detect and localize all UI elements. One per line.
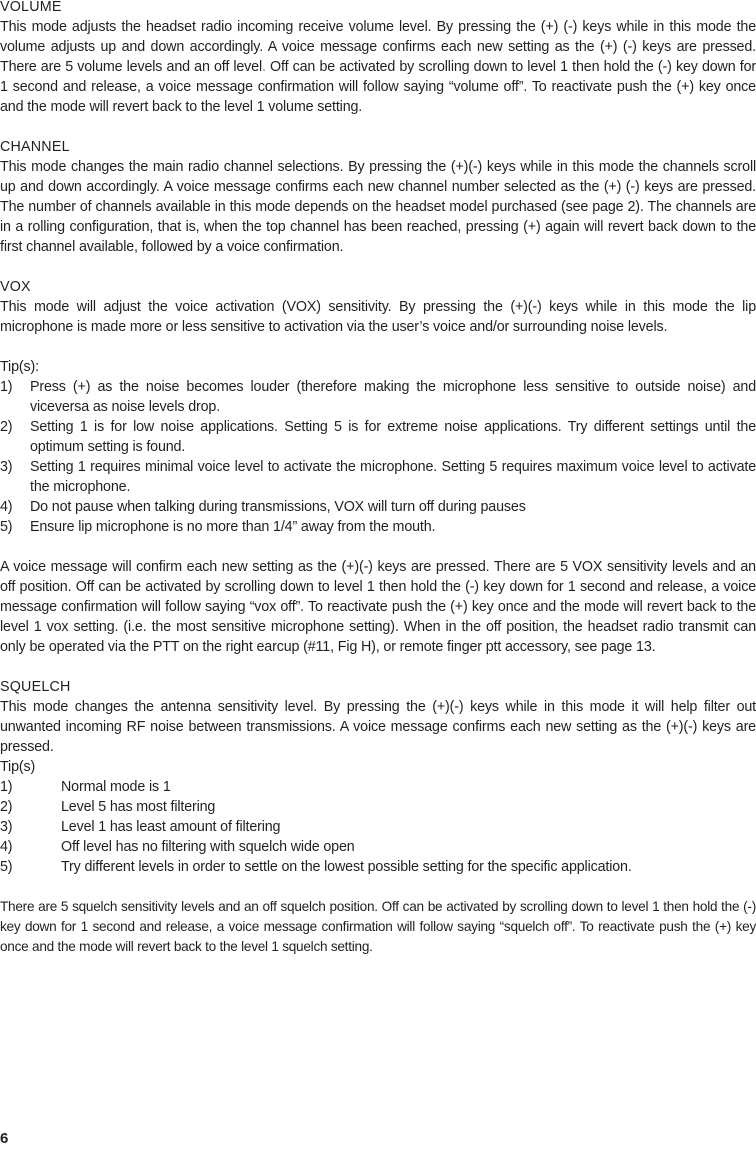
list-item: [0, 417, 756, 457]
squelch-section: [0, 677, 756, 957]
volume-heading: VOLUME: [0, 0, 62, 15]
list-item: [0, 517, 756, 537]
page-number: 6: [0, 1130, 9, 1147]
list-item-number: 5): [0, 859, 13, 875]
list-item-text: Press (+) as the noise becomes louder (therefore making the microphone less sensitive to outside noise) and viceversa as noise levels drop.: [30, 379, 756, 415]
squelch-body: This mode changes the antenna sensitivity level. By pressing the (+)(-) keys while in this mode it will help filter out unwanted incoming RF noise between transmissions. A voice message confirms each new setting as the (+)(-) keys are pressed.: [0, 699, 756, 755]
channel-section: [0, 137, 756, 257]
squelch-heading: SQUELCH: [0, 679, 71, 695]
list-item-number: 5): [0, 519, 13, 535]
vox-heading: VOX: [0, 279, 31, 295]
list-item-number: 4): [0, 499, 13, 515]
list-item-text: Do not pause when talking during transmissions, VOX will turn off during pauses: [30, 499, 526, 515]
vox-body: This mode will adjust the voice activation (VOX) sensitivity. By pressing the (+)(-) keys while in this mode the lip microphone is made more or less sensitive to activation via the user’s voice and/or surrounding noise levels.: [0, 299, 756, 335]
vox-tips-list: [0, 377, 756, 537]
volume-body: [0, 17, 756, 117]
squelch-tips-label: Tip(s): [0, 759, 36, 775]
list-item-text: Level 5 has most filtering: [61, 799, 216, 815]
list-item-text: Setting 1 is for low noise applications. Setting 5 is for extreme noise applications. Try different settings until the optimum setting is found.: [30, 419, 756, 455]
list-item: [0, 377, 756, 417]
list-item: [0, 837, 756, 857]
list-item-text: Off level has no filtering with squelch wide open: [61, 839, 355, 855]
vox-tips-label: Tip(s):: [0, 359, 39, 375]
list-item-text: Ensure lip microphone is no more than 1/4” away from the mouth.: [30, 519, 436, 535]
list-item: [0, 817, 756, 837]
channel-body: This mode changes the main radio channel selections. By pressing the (+)(-) keys while in this mode the channels scroll up and down accordingly. A voice message confirms each new channel number selected as the (+) (-) keys are pressed. The number of channels available in this mode depends on the headset model purchased (see page 2). The channels are in a rolling configuration, that is, when the top channel has been reached, pressing (+) again will revert back down to the first channel available, followed by a voice confirmation.: [0, 159, 756, 255]
volume-body-part-2: Off can be activated by scrolling down to level 1 then hold the (-) key down for 1 second and release, a voice message confirmation will follow saying “volume off”. To reactivate push the (+) key once and the mode will revert back to the level 1 volume setting.: [0, 59, 756, 115]
list-item: [0, 777, 756, 797]
list-item-text: Try different levels in order to settle on the lowest possible setting for the specific application.: [61, 859, 632, 875]
squelch-tips-list: [0, 777, 756, 877]
squelch-closing: There are 5 squelch sensitivity levels and an off squelch position. Off can be activated by scrolling down to level 1 then hold the (-) key down for 1 second and release, a voice message confirmation will follow saying “squelch off”. To reactivate push the (+) key once and the mode will revert back to the level 1 squelch setting.: [0, 899, 756, 954]
list-item: [0, 457, 756, 497]
list-item-number: 3): [0, 819, 13, 835]
volume-section: [0, 0, 756, 117]
vox-section: [0, 277, 756, 657]
volume-body-dot: .: [262, 59, 266, 75]
list-item-number: 3): [0, 459, 13, 475]
channel-heading: CHANNEL: [0, 139, 70, 155]
list-item-text: Level 1 has least amount of filtering: [61, 819, 281, 835]
list-item: [0, 857, 756, 877]
vox-closing: A voice message will confirm each new setting as the (+)(-) keys are pressed. There are 5 VOX sensitivity levels and an off position. Off can be activated by scrolling down to level 1 then hold the (-) key down for 1 second and release, a voice message confirmation will follow saying “vox off”. To reactivate push the (+) key once and the mode will revert back to the level 1 vox setting. (i.e. the most sensitive microphone setting). When in the off position, the headset radio transmit can only be operated via the PTT on the right earcup (#11, Fig H), or remote finger ptt accessory, see page 13.: [0, 559, 756, 655]
list-item-number: 2): [0, 799, 13, 815]
list-item: [0, 497, 756, 517]
volume-body-part-1: This mode adjusts the headset radio incoming receive volume level. By pressing the (+) (-) keys while in this mode the volume adjusts up and down accordingly. A voice message confirms each new setting as the (+) (-) keys are pressed. There are 5 volume levels and an off level: [0, 19, 756, 75]
list-item-number: 4): [0, 839, 13, 855]
list-item-number: 2): [0, 419, 13, 435]
list-item-text: Normal mode is 1: [61, 779, 171, 795]
list-item-text: Setting 1 requires minimal voice level to activate the microphone. Setting 5 requires maximum voice level to activate the microphone.: [30, 459, 756, 495]
list-item-number: 1): [0, 379, 13, 395]
list-item: [0, 797, 756, 817]
list-item-number: 1): [0, 779, 13, 795]
